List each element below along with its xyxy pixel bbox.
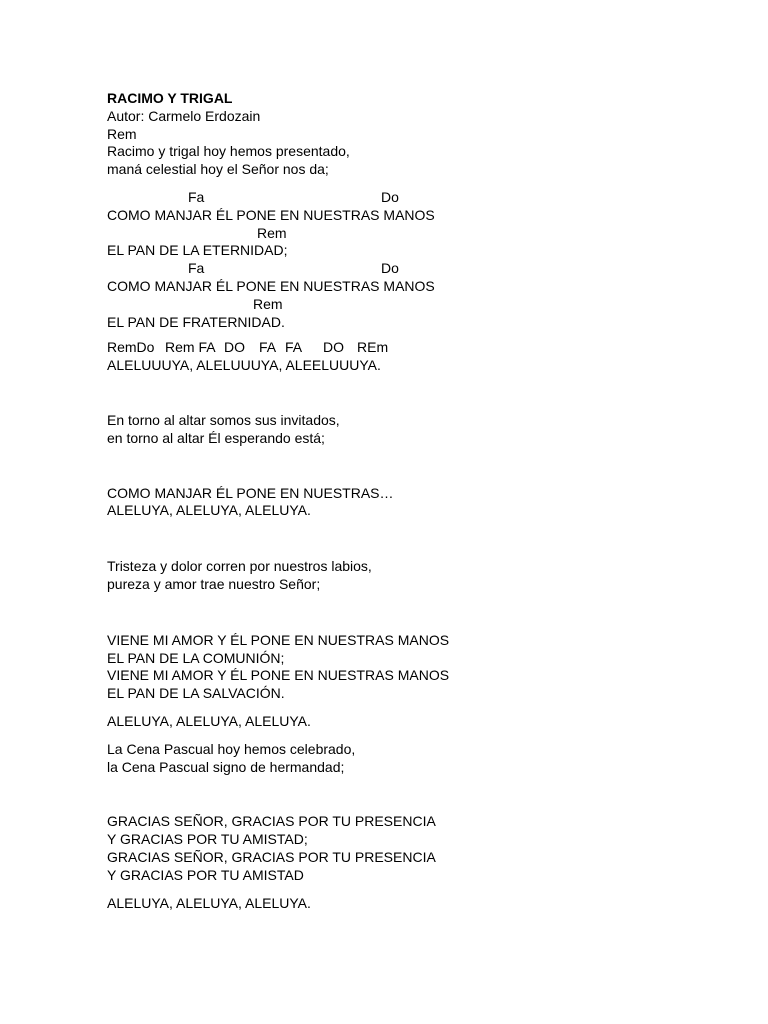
chorus4-line: GRACIAS SEÑOR, GRACIAS POR TU PRESENCIA xyxy=(107,848,436,865)
chord-line xyxy=(107,189,727,207)
chorus3-line: VIENE MI AMOR Y ÉL PONE EN NUESTRAS MANOS xyxy=(107,667,450,684)
alleluia-line: ALELUYA, ALELUYA, ALELUYA. xyxy=(107,894,311,911)
alleluia-line: ALELUYA, ALELUYA, ALELUYA. xyxy=(107,712,311,729)
chord: Rem FA xyxy=(165,339,216,356)
verse2-line: En torno al altar somos sus invitados, xyxy=(107,411,340,428)
chord-rem: Rem xyxy=(257,224,287,241)
chord-rem: Rem xyxy=(253,295,283,312)
song-sheet xyxy=(107,90,727,912)
chord-line xyxy=(107,225,727,243)
chorus4-line: Y GRACIAS POR TU AMISTAD; xyxy=(107,831,308,848)
chorus2-line: COMO MANJAR ÉL PONE EN NUESTRAS… xyxy=(107,484,394,501)
chorus3-line: VIENE MI AMOR Y ÉL PONE EN NUESTRAS MANOS xyxy=(107,631,450,648)
chorus3-line: EL PAN DE LA COMUNIÓN; xyxy=(107,649,285,666)
chorus2-line: ALELUYA, ALELUYA, ALELUYA. xyxy=(107,502,311,519)
chord-do: Do xyxy=(381,260,399,277)
chorus1-line: COMO MANJAR ÉL PONE EN NUESTRAS MANOS xyxy=(107,206,435,223)
verse3-line: pureza y amor trae nuestro Señor; xyxy=(107,575,321,592)
chord: REm xyxy=(357,339,389,356)
alleluia-chord-line xyxy=(107,339,727,357)
chord-do: Do xyxy=(381,188,399,205)
chorus1-line: EL PAN DE FRATERNIDAD. xyxy=(107,313,285,330)
verse4-line: La Cena Pascual hoy hemos celebrado, xyxy=(107,740,356,757)
chord-fa: Fa xyxy=(188,260,205,277)
verse4-line: la Cena Pascual signo de hermandad; xyxy=(107,758,345,775)
chord-line xyxy=(107,260,727,278)
chord: FA xyxy=(259,339,277,356)
chorus1-line: COMO MANJAR ÉL PONE EN NUESTRAS MANOS xyxy=(107,277,435,294)
verse1-line: Racimo y trigal hoy hemos presentado, xyxy=(107,143,350,160)
verse1-line: maná celestial hoy el Señor nos da; xyxy=(107,161,329,178)
chorus4-line: Y GRACIAS POR TU AMISTAD xyxy=(107,866,304,883)
song-title: RACIMO Y TRIGAL xyxy=(107,90,233,106)
chord: DO xyxy=(323,339,344,356)
alleluia-line: ALELUUUYA, ALELUUUYA, ALEELUUUYA. xyxy=(107,357,381,374)
chord: FA xyxy=(285,339,303,356)
chord-fa: Fa xyxy=(188,188,205,205)
chorus4-line: GRACIAS SEÑOR, GRACIAS POR TU PRESENCIA xyxy=(107,813,436,830)
verse2-line: en torno al altar Él esperando está; xyxy=(107,429,325,446)
song-key: Rem xyxy=(107,125,137,142)
chorus3-line: EL PAN DE LA SALVACIÓN. xyxy=(107,685,285,702)
chorus1-line: EL PAN DE LA ETERNIDAD; xyxy=(107,242,288,259)
chord: RemDo xyxy=(107,339,155,356)
chord-line xyxy=(107,296,727,314)
song-author: Autor: Carmelo Erdozain xyxy=(107,107,261,124)
chord: DO xyxy=(224,339,245,356)
verse3-line: Tristeza y dolor corren por nuestros labios, xyxy=(107,558,372,575)
